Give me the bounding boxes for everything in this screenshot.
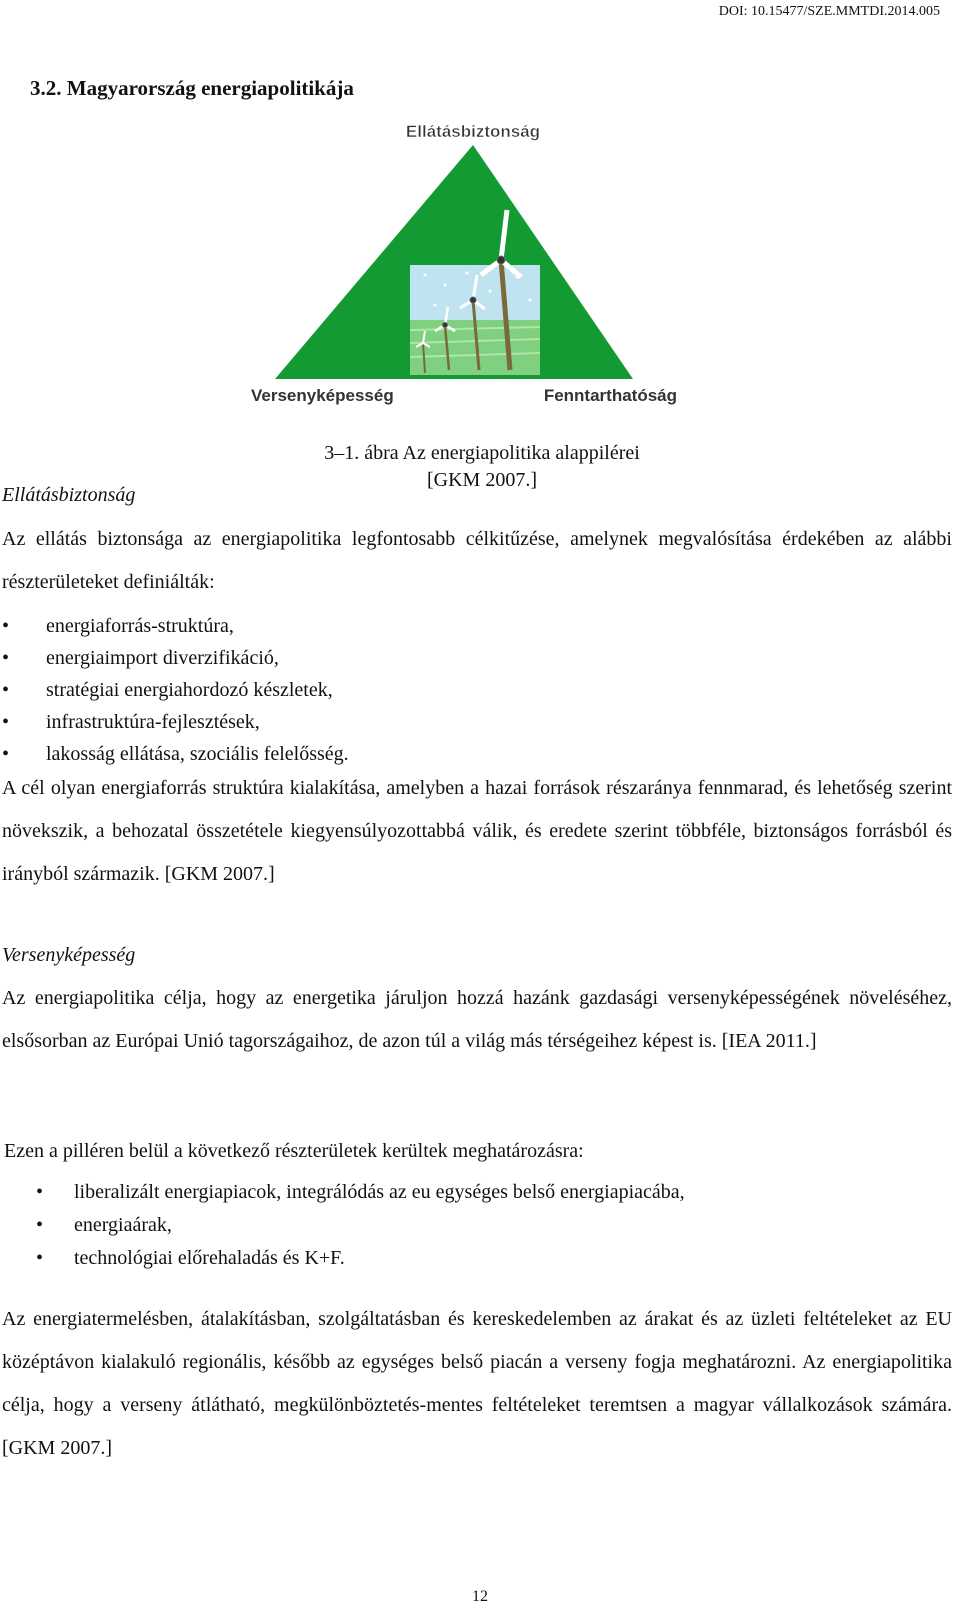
figure-caption-title: 3–1. ábra Az energiapolitika alappilérei xyxy=(324,442,640,464)
bullet-glyph: • xyxy=(2,679,10,701)
figure-caption-source: [GKM 2007.] xyxy=(427,469,537,491)
bullet-glyph: • xyxy=(36,1181,44,1203)
list-item-text: stratégiai energiahordozó készletek, xyxy=(46,679,333,701)
section-heading: 3.2. Magyarország energiapolitikája xyxy=(30,76,354,100)
page-number: 12 xyxy=(472,1588,488,1605)
list-item xyxy=(2,738,349,770)
list-item-text: energiaforrás-struktúra, xyxy=(46,615,234,637)
supply-security-intro: Az ellátás biztonsága az energiapolitika legfontosabb célkitűzése, amelynek megvalósítása érdekében az alábbi részterületeket definiálták: xyxy=(2,528,952,593)
bullet-glyph: • xyxy=(2,647,10,669)
supply-security-list xyxy=(2,610,349,770)
doi-header: DOI: 10.15477/SZE.MMTDI.2014.005 xyxy=(718,4,940,19)
bullet-glyph: • xyxy=(2,711,10,733)
subheading-competitiveness: Versenyképesség xyxy=(2,944,136,966)
bullet-glyph: • xyxy=(2,615,10,637)
list-item xyxy=(2,610,349,642)
list-item xyxy=(2,674,349,706)
list-item-text: lakosság ellátása, szociális felelősség. xyxy=(46,743,349,765)
label-sustainability: Fenntarthatóság xyxy=(543,386,677,405)
subheading-supply-security: Ellátásbiztonság xyxy=(2,484,136,506)
energy-policy-pillars-figure xyxy=(245,115,685,415)
supply-security-body: A cél olyan energiaforrás struktúra kialakítása, amelyben a hazai források részaránya fennmarad, és lehetőség szerint növekszik, a behozatal összetétele kiegyensúlyozottabbá válik, és eredete szerint többféle, biztonságos forrásból és irányból származik. [GKM 2007.] xyxy=(2,777,952,885)
list-item-text: infrastruktúra-fejlesztések, xyxy=(46,711,260,733)
pillars-triangle-illustration xyxy=(245,115,685,415)
competitiveness-list-intro: Ezen a pilléren belül a következő részterületek kerültek meghatározásra: xyxy=(4,1140,584,1162)
bullet-glyph: • xyxy=(2,743,10,765)
list-item xyxy=(2,642,349,674)
list-item xyxy=(36,1242,685,1275)
bullet-glyph: • xyxy=(36,1247,44,1269)
competitiveness-closing: Az energiatermelésben, átalakításban, szolgáltatásban és kereskedelemben az árakat és az üzleti feltételeket az EU középtávon kialakuló regionális, később az egységes belső piacán a verseny fogja meghatározni. Az energiapolitika célja, hogy a verseny átlátható, megkülönböztetés-mentes feltételeket teremtsen a magyar vállalkozások számára. [GKM 2007.] xyxy=(2,1308,952,1459)
label-supply-security: Ellátásbiztonság xyxy=(405,122,541,141)
competitiveness-list xyxy=(36,1176,685,1275)
list-item-text: energiaárak, xyxy=(74,1214,172,1236)
bullet-glyph: • xyxy=(36,1214,44,1236)
figure-caption xyxy=(272,440,692,494)
list-item xyxy=(2,706,349,738)
list-item-text: liberalizált energiapiacok, integrálódás az eu egységes belső energiapiacába, xyxy=(74,1181,685,1203)
label-competitiveness: Versenyképesség xyxy=(251,386,394,405)
list-item xyxy=(36,1176,685,1209)
list-item xyxy=(36,1209,685,1242)
list-item-text: energiaimport diverzifikáció, xyxy=(46,647,279,669)
list-item-text: technológiai előrehaladás és K+F. xyxy=(74,1247,345,1269)
competitiveness-body: Az energiapolitika célja, hogy az energetika járuljon hozzá hazánk gazdasági versenyképességének növeléséhez, elsősorban az Európai Unió tagországaihoz, de azon túl a világ más térségeihez képest is. [IEA 2011.] xyxy=(2,987,952,1052)
